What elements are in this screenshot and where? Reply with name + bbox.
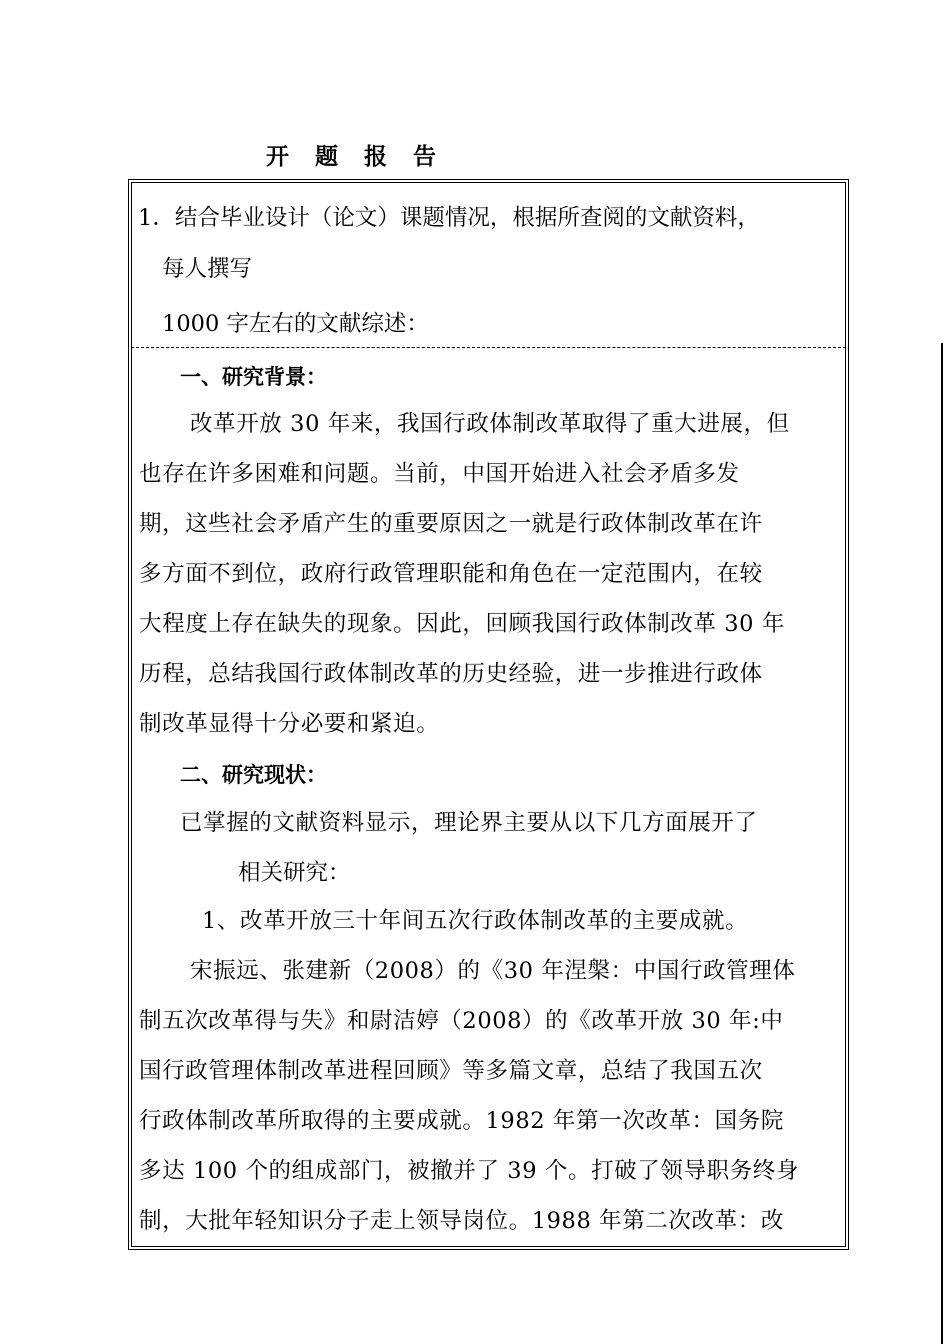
paragraph-line: 期，这些社会矛盾产生的重要原因之一就是行政体制改革在许 [139,511,763,537]
paragraph-line: 制五次改革得与失》和尉洁婷（2008）的《改革开放 30 年:中 [139,1008,784,1034]
paragraph-line: 大程度上存在缺失的现象。因此，回顾我国行政体制改革 30 年 [139,611,785,637]
dashed-divider [131,347,846,348]
paragraph-line: 多达 100 个的组成部门，被撤并了 39 个。打破了领导职务终身 [139,1158,799,1184]
paragraph-line: 多方面不到位，政府行政管理职能和角色在一定范围内，在较 [139,561,763,587]
paragraph-line: 相关研究： [238,860,351,886]
instruction-line-2: 每人撰写 [162,256,253,282]
page-title: 开 题 报 告 [266,144,446,170]
paragraph-line: 宋振远、张建新（2008）的《30 年涅槃：中国行政管理体 [190,958,796,984]
paragraph-line: 改革开放 30 年来，我国行政体制改革取得了重大进展，但 [190,411,790,437]
list-item: 1、改革开放三十年间五次行政体制改革的主要成就。 [202,908,749,934]
paragraph-line: 制，大批年轻知识分子走上领导岗位。1988 年第二次改革：改 [139,1208,784,1234]
paragraph-line: 制改革显得十分必要和紧迫。 [139,711,440,737]
paragraph-line: 历程，总结我国行政体制改革的历史经验，进一步推进行政体 [139,661,763,687]
instruction-line-3: 1000 字左右的文献综述： [162,311,429,337]
section-heading-status: 二、研究现状： [180,763,327,787]
instruction-line-1: 1．结合毕业设计（论文）课题情况，根据所查阅的文献资料， [138,205,760,231]
paragraph-line: 国行政管理体制改革进程回顾》等多篇文章，总结了我国五次 [139,1058,763,1084]
paragraph-line: 已掌握的文献资料显示，理论界主要从以下几方面展开了 [180,810,758,836]
paragraph-line: 也存在许多困难和问题。当前，中国开始进入社会矛盾多发 [139,461,740,487]
section-heading-background: 一、研究背景： [180,365,327,389]
page-edge-rule [941,343,943,1344]
paragraph-line: 行政体制改革所取得的主要成就。1982 年第一次改革：国务院 [139,1108,784,1134]
